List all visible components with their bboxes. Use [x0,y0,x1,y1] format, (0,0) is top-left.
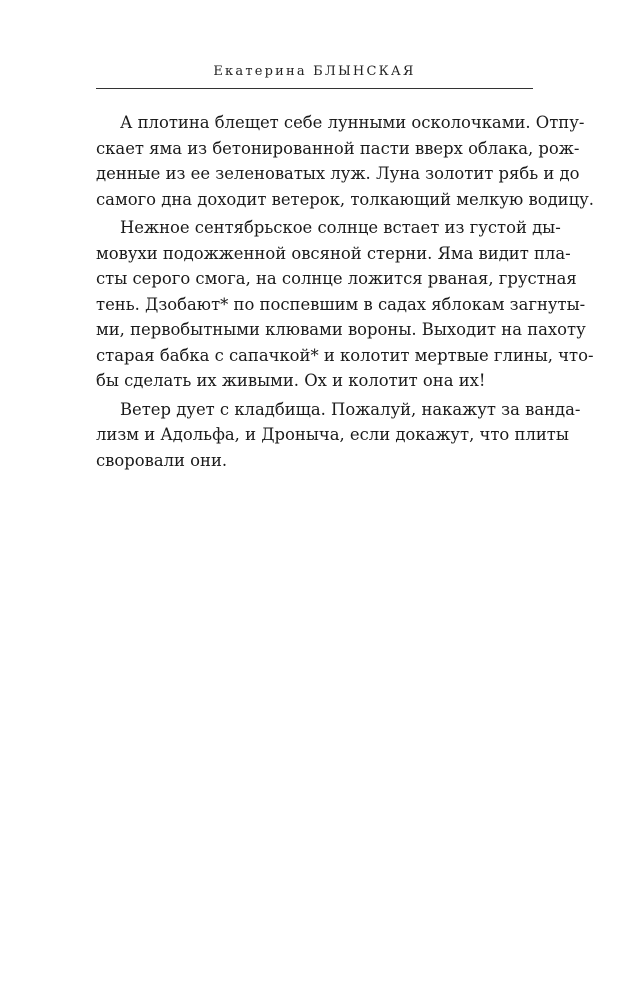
text-line: мовухи подожженной овсяной стерни. Яма видит пла- [96,243,571,263]
text-line: тень. Дзобают* по поспевшим в садах яблокам загнуты- [96,294,586,314]
running-head: Екатерина БЛЫНСКАЯ [213,64,416,79]
text-line: сты серого смога, на солнце ложится рваная, грустная [96,269,577,288]
text-line: лизм и Адольфа, и Дроныча, если докажут, что плиты [96,425,569,444]
text-line: бы сделать их живыми. Ох и колотит она их! [96,371,486,390]
text-line: ми, первобытными клювами вороны. Выходит на пахоту [96,320,586,339]
text-line: своровали они. [96,450,228,470]
paragraph [96,215,594,394]
paragraph [96,397,581,474]
text-line: Нежное сентябрьское солнце встает из густой ды- [120,218,561,237]
text-line: А плотина блещет себе лунными осколочками. Отпу- [120,113,585,132]
body-text [96,110,594,473]
header-rule [96,88,533,89]
text-line: скает яма из бетонированной пасти вверх облака, рож- [96,138,580,158]
text-line: денные из ее зеленоватых луж. Луна золотит рябь и до [96,164,580,183]
text-line: самого дна доходит ветерок, толкающий мелкую водицу. [96,189,594,209]
text-line: Ветер дует с кладбища. Пожалуй, накажут за ванда- [120,399,581,419]
paragraph [96,110,594,212]
text-line: старая бабка с сапачкой* и колотит мертвые глины, что- [96,345,594,365]
